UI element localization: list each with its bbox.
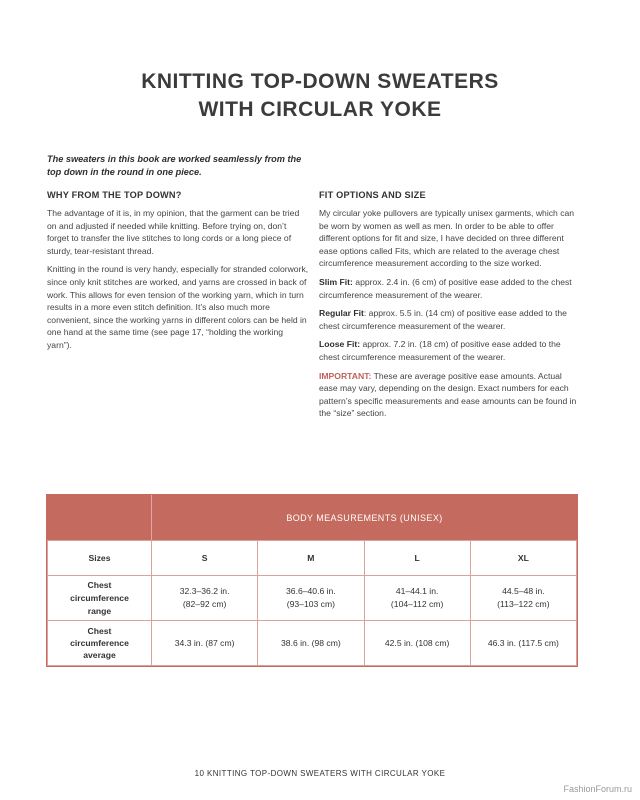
average-cell-s: 34.3 in. (87 cm) [152,621,258,666]
banner-empty-cell [47,495,152,540]
important-label: IMPORTANT: [319,370,372,381]
header-size-s: S [152,541,258,576]
measurements-grid [47,540,577,666]
why-top-down-heading: WHY FROM THE TOP DOWN? [47,190,182,200]
slim-fit-label: Slim Fit: [319,276,353,287]
header-size-xl: XL [470,541,576,576]
slim-fit-para [319,276,581,301]
why-top-down-para-1: The advantage of it is, in my opinion, that the garment can be tried on and adjusted if needed while knitting. Before trying on, don’t forget to transfer the live stitches to long cords or a long piece of sturdy, tear-resistant thread. [47,208,300,256]
page-footer: 10 KNITTING TOP-DOWN SWEATERS WITH CIRCULAR YOKE [194,769,446,778]
page-title [0,68,640,124]
table-banner-title: BODY MEASUREMENTS (UNISEX) [286,512,443,523]
important-text: These are average positive ease amounts. Actual ease may vary, depending on the design. Exact numbers for each pattern’s specific measurements and ease amounts can be found in the “size” section. [319,370,577,419]
average-cell-xl: 46.3 in. (117.5 cm) [470,621,576,666]
table-row [48,576,577,621]
regular-fit-text: : approx. 5.5 in. (14 cm) of positive ease added to the chest circumference measurement of the wearer. [319,308,567,331]
table-banner [47,495,577,540]
regular-fit-label: Regular Fit [319,308,364,319]
table-row [48,621,577,666]
average-cell-l: 42.5 in. (108 cm) [364,621,470,666]
average-cell-m: 38.6 in. (98 cm) [258,621,364,666]
range-cell-s: 32.3–36.2 in. (82–92 cm) [152,576,258,621]
fit-options-para: My circular yoke pullovers are typically unisex garments, which can be worn by women as well as men. In order to be able to offer different options for fit and size, I have decided on three different ease options called Fits, which are related to the average chest circumference measurement according to the size worked. [319,208,575,269]
row-label-average: Chest circumference average [48,621,152,666]
header-size-l: L [364,541,470,576]
slim-fit-text: approx. 2.4 in. (6 cm) of positive ease added to the chest circumference measurement of the wearer. [319,276,572,300]
fit-options-heading: FIT OPTIONS AND SIZE [319,190,426,200]
why-top-down-para-2: Knitting in the round is very handy, especially for stranded colorwork, since only knit stitches are worked, and yarns are crossed in back of work. This allows for even tension of the working yarn, which in turn results in a more even stitch definition. It’s also much more convenient, since the working yarns in different colors can be held in one hand at the same time (see page 17, “holding the working yarn”). [47,264,309,350]
loose-fit-text: approx. 7.2 in. (18 cm) of positive ease added to the chest circumference measurement of the wearer. [319,339,561,362]
table-header-row [48,541,577,576]
page-title-line-2: WITH CIRCULAR YOKE [198,98,442,121]
body-measurements-table [46,494,578,667]
header-sizes: Sizes [48,541,152,576]
range-cell-l: 41–44.1 in. (104–112 cm) [364,576,470,621]
range-cell-m: 36.6–40.6 in. (93–103 cm) [258,576,364,621]
important-para [319,370,581,420]
watermark: FashionForum.ru [563,784,632,794]
intro-text: The sweaters in this book are worked seamlessly from the top down in the round in one piece. [47,154,302,177]
loose-fit-para [319,338,581,363]
range-cell-xl: 44.5–48 in. (113–122 cm) [470,576,576,621]
left-column [47,190,309,358]
row-label-range: Chest circumference range [48,576,152,621]
regular-fit-para [319,307,581,332]
loose-fit-label: Loose Fit: [319,339,361,350]
header-size-m: M [258,541,364,576]
page-title-line-1: KNITTING TOP-DOWN SWEATERS [141,70,499,93]
right-column [319,190,581,426]
